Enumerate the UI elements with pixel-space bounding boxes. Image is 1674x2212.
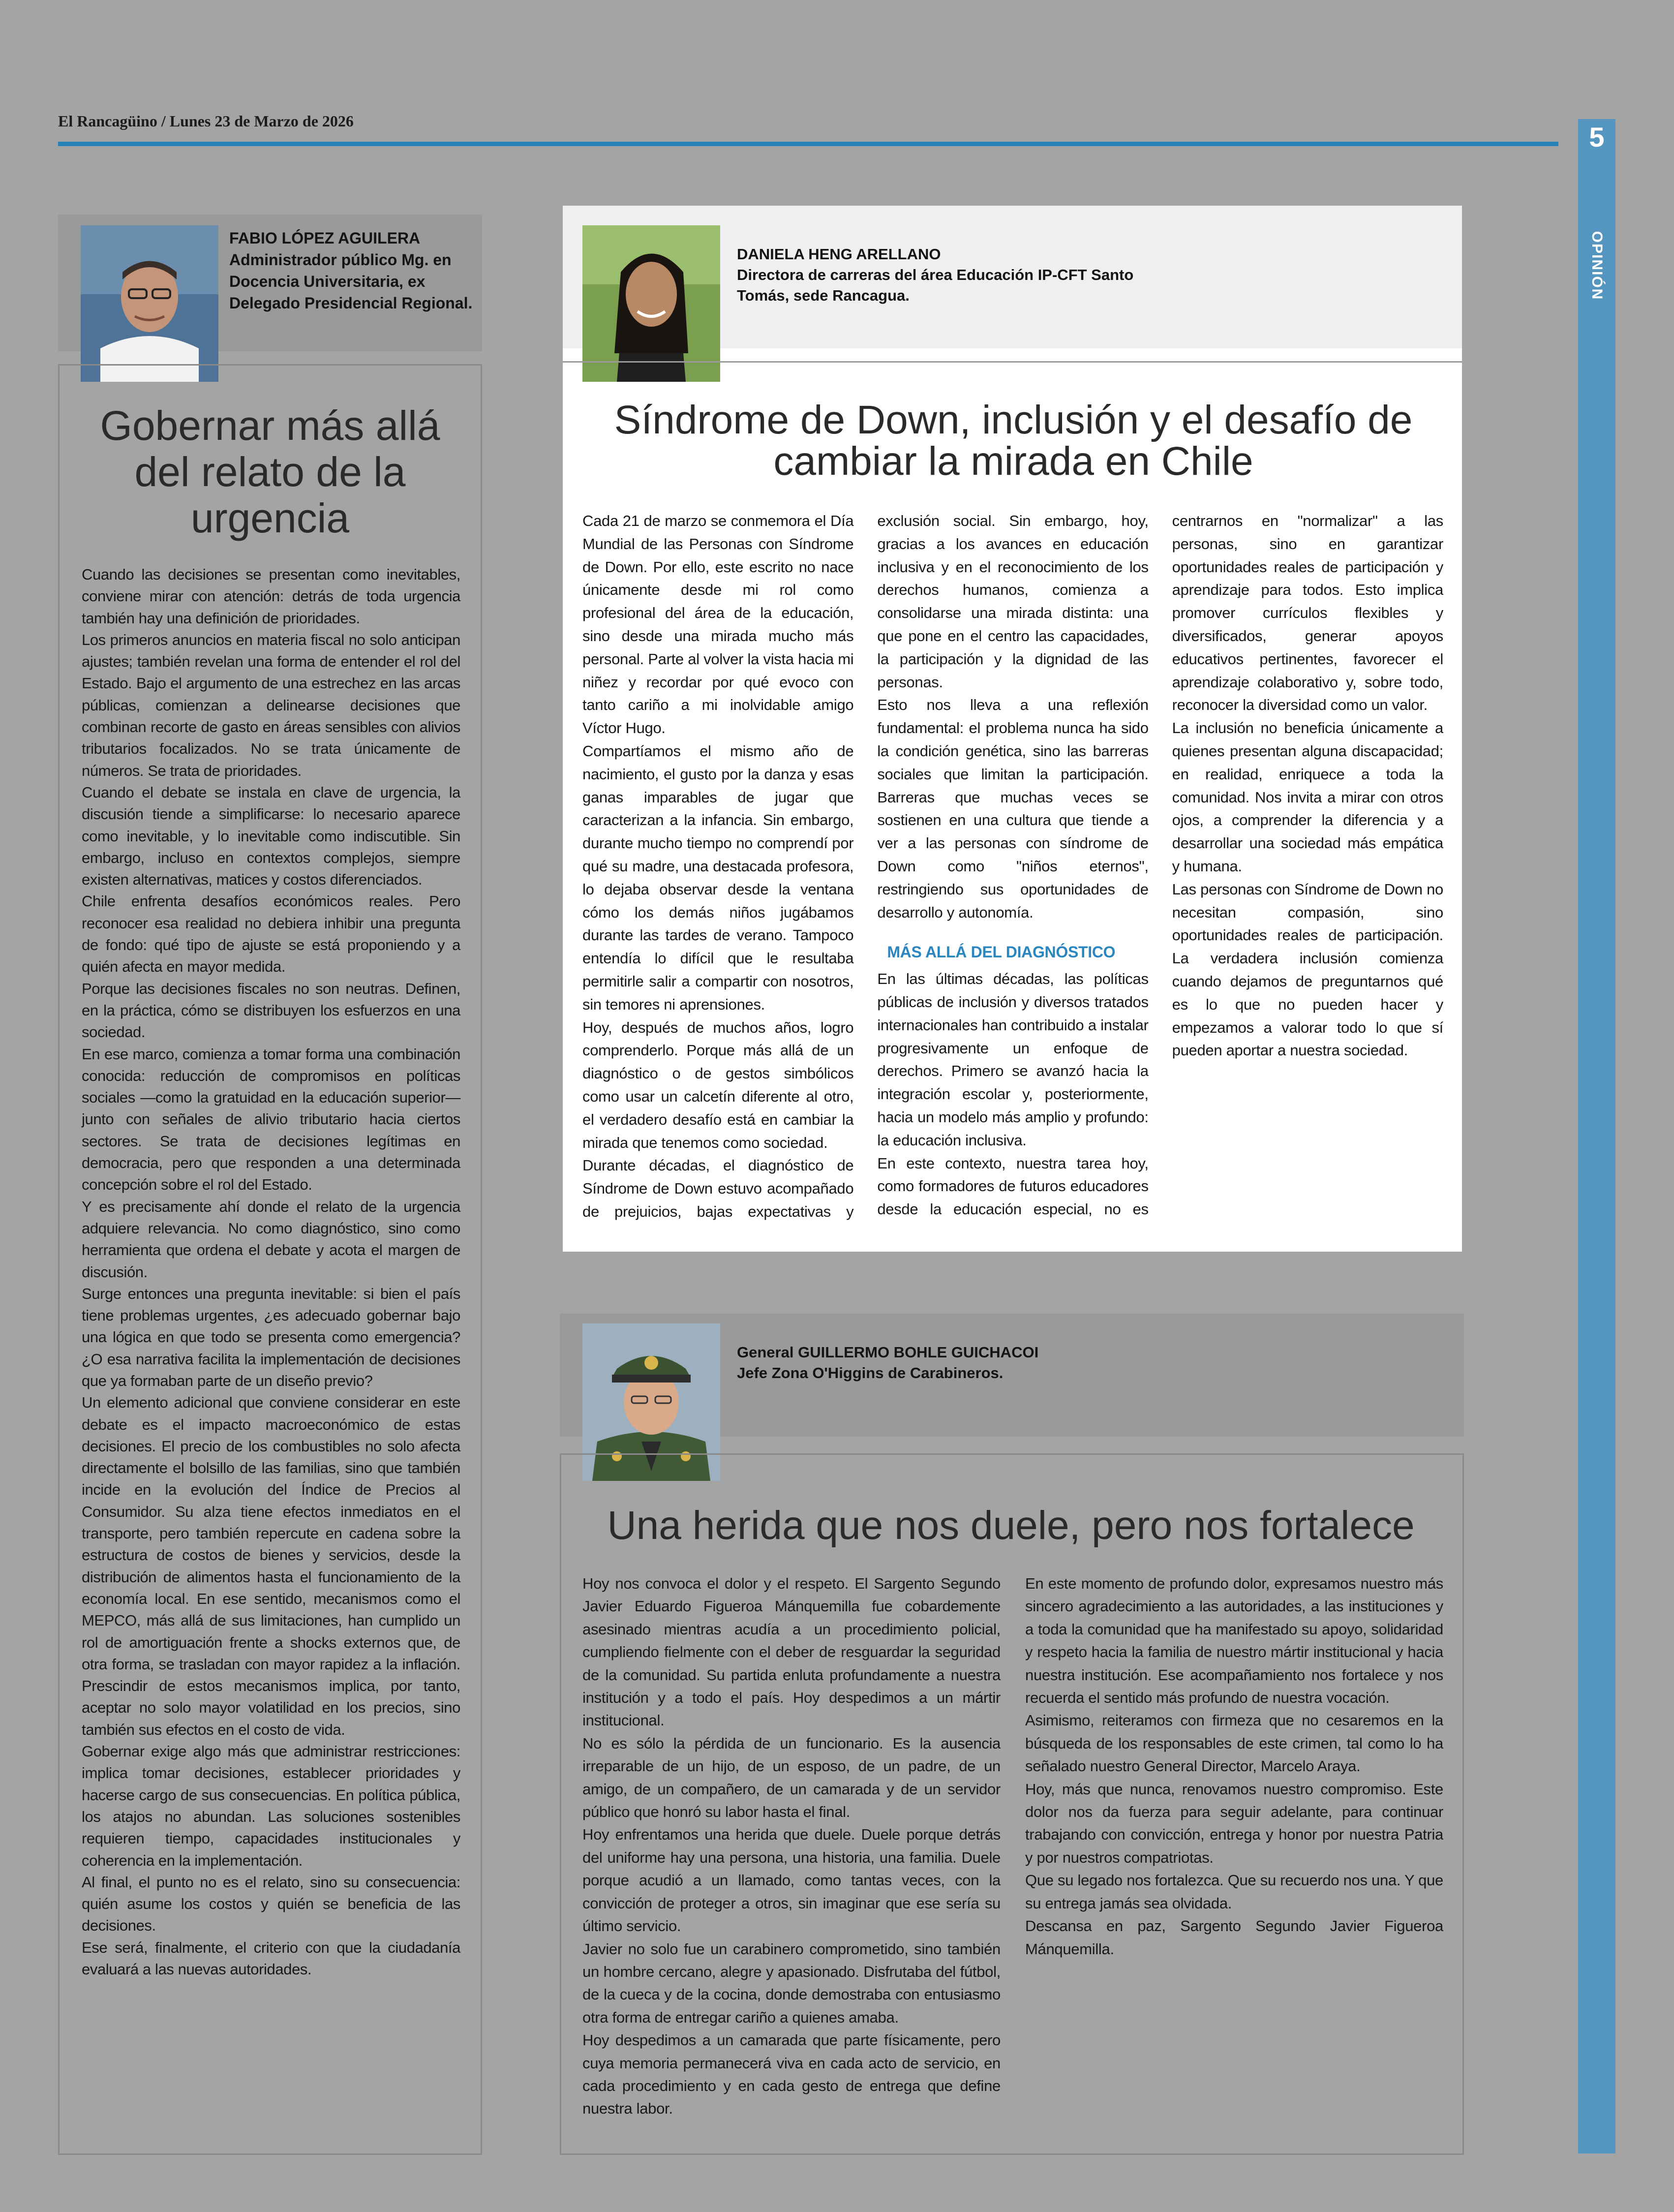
paragraph: No es sólo la pérdida de un funcionario. Es la ausencia irreparable de un hijo, de un esposo, de un padre, de un amigo, de un compañero, de un camarada y de un servidor público que honró su labor hasta el final. — [582, 1734, 1001, 1821]
paragraph: Cuando el debate se instala en clave de urgencia, la discusión tiende a simplificarse: lo necesario aparece como inevitable, y lo inevitable como indiscutible. Sin embargo, incluso en contextos complejos, siempre existen alternativas, matices y costos diferenciados. — [82, 783, 460, 889]
author-name-bottom-right-line — [737, 1342, 1180, 1363]
issue-date: Lunes 23 de Marzo de 2026 — [169, 112, 354, 130]
paragraph: Cuando las decisiones se presentan como inevitables, conviene mirar con atención: detrás de toda urgencia también hay una definición de prioridades. — [82, 566, 460, 627]
paragraph: La inclusión no beneficia únicamente a quienes presentan alguna discapacidad; en realidad, enriquece a toda la comunidad. Nos invita a mirar con otros ojos, a comprender la diferencia y a desarrollar una sociedad más empática y humana. — [1172, 719, 1443, 875]
paragraph: Cada 21 de marzo se conmemora el Día Mundial de las Personas con Síndrome de Down. Por ello, este escrito no nace únicamente desde mi rol como profesional del área de la educación, sino desde una mirada mucho más personal. Parte al volver la vista hacia mi niñez y recordar por qué evoco con tanto cariño a mi inolvidable amigo Víctor Hugo. — [582, 512, 854, 737]
paragraph: Hoy nos convoca el dolor y el respeto. El Sargento Segundo Javier Eduardo Figueroa Mánquemilla fue cobardemente asesinado mientras acudía a un procedimiento policial, cumpliendo fielmente con el deber de resguardar la seguridad de la comunidad. Su partida enluta profundamente a nuestra institución y a todo el país. Hoy despedimos a un mártir institucional. — [582, 1575, 1001, 1729]
author-role-bottom-right: Jefe Zona O'Higgins de Carabineros. — [737, 1364, 1004, 1382]
paragraph: Compartíamos el mismo año de nacimiento, el gusto por la danza y esas ganas imparables de jugar que caracterizan a la infancia. Sin embargo, durante mucho tiempo no comprendí por qué su madre, una destacada profesora, lo dejaba observar desde la ventana cómo los demás niños jugábamos durante las tardes de verano. Tampoco entendía lo difícil que le resultaba permitirle salir a compartir con nosotros, sin temores ni aprensiones. — [582, 742, 854, 1013]
paragraph: Hoy, después de muchos años, logro comprenderlo. Porque más allá de un diagnóstico o de gestos simbólicos como usar un calcetín diferente al otro, el verdadero desafío está en cambiar la mirada que tenemos como sociedad. — [582, 1018, 854, 1151]
author-info-top-right — [737, 244, 1140, 306]
paragraph: Esto nos lleva a una reflexión fundamental: el problema nunca ha sido la condición genética, sino las barreras sociales que limitan la participación. Barreras que muchas veces se sostienen en una cultura que tiende a ver a las personas con síndrome de Down como "niños eternos", restringiendo sus oportunidades de desarrollo y autonomía. — [877, 696, 1149, 921]
headline-top-right: Síndrome de Down, inclusión y el desafío de cambiar la mirada en Chile — [614, 398, 1413, 484]
paragraph: Las personas con Síndrome de Down no necesitan compasión, sino oportunidades reales de participación. La verdadera inclusión comienza cuando dejamos de preguntarnos qué es lo que no pueden hacer y empezamos a valorar todo lo que sí pueden aportar a nuestra sociedad. — [1172, 880, 1443, 1059]
author-portrait-left — [81, 225, 218, 382]
paragraph: Un elemento adicional que conviene considerar en este debate es el impacto macroeconómico de estas decisiones. El precio de los combustibles no solo afecta directamente el bolsillo de las familias, sino que también incide en la evolución del Índice de Precios al Consumidor. Su alza tiene efectos inmediatos en el transporte, pero también repercute en cadena sobre la estructura de costos de bienes y servicios, desde la distribución de alimentos hasta el funcionamiento de la economía local. En ese sentido, mecanismos como el MEPCO, más allá de sus limitaciones, han cumplido un rol de amortiguación frente a shocks externos que, de otra forma, se trasladan con mayor rapidez a la inflación. Prescindir de estos mecanismos implica, por tanto, aceptar no solo mayor volatilidad en los precios, sino también sus efectos en el costo de vida. — [82, 1394, 460, 1738]
body-left — [82, 564, 460, 1980]
masthead — [58, 112, 354, 130]
divider — [563, 361, 1462, 363]
paragraph: Descansa en paz, Sargento Segundo Javier Figueroa Mánquemilla. — [1025, 1917, 1443, 1958]
paragraph: En este contexto, nuestra tarea hoy, como formadores de futuros educadores desde la educación especial, no es centrarnos en "normalizar" a las personas, sino en garantizar oportunidades reales de participación y aprendizaje para todos. Esto implica promover currículos flexibles y diversificados, generar apoyos educativos pertinentes, favorecer el aprendizaje colaborativo y, sobre todo, reconocer la diversidad como un valor. — [877, 512, 1443, 1218]
paragraph: Porque las decisiones fiscales no son neutras. Definen, en la práctica, cómo se distribuyen los esfuerzos en una sociedad. — [82, 980, 460, 1041]
author-portrait-top-right — [582, 225, 720, 382]
paragraph: Chile enfrenta desafíos económicos reales. Pero reconocer esa realidad no debiera inhibir una pregunta de fondo: qué tipo de ajuste se está proponiendo y a quién afecta en mayor medida. — [82, 892, 460, 976]
body-top-right-text — [582, 510, 1443, 1228]
author-photo-left — [81, 225, 218, 382]
author-role-left: Administrador público Mg. en Docencia Universitaria, ex Delegado Presidencial Regional. — [229, 251, 473, 312]
paragraph: Hoy despedimos a un camarada que parte físicamente, pero cuya memoria permanecerá viva en cada acto de servicio, en cada procedimiento y en cada gesto de entrega que define nuestra labor. — [582, 2031, 1001, 2118]
section-label — [1588, 207, 1606, 325]
author-photo-top-right — [582, 225, 720, 382]
author-info-bottom-right — [737, 1342, 1180, 1383]
paragraph: Surge entonces una pregunta inevitable: si bien el país tiene problemas urgentes, ¿es adecuado gobernar bajo una lógica en que todo se presenta como emergencia? ¿O esa narrativa facilita la implementación de decisiones que ya formaban parte de un diseño previo? — [82, 1285, 460, 1389]
paragraph: Ese será, finalmente, el criterio con que la ciudadanía evaluará a las nuevas autoridades. — [82, 1938, 460, 1978]
page-number: 5 — [1589, 122, 1605, 153]
section-label-text: OPINIÓN — [1589, 231, 1605, 301]
paragraph: Javier no solo fue un carabinero comprometido, sino también un hombre cercano, alegre y apasionado. Disfrutaba del fútbol, de la cueca y de la cocina, donde demostraba con entusiasmo otra forma de entregar cariño a quienes amaba. — [582, 1940, 1001, 2026]
paragraph: Gobernar exige algo más que administrar restricciones: implica tomar decisiones, establecer prioridades y hacerse cargo de sus consecuencias. En política pública, los atajos no abundan. Las soluciones sostenibles requieren tiempo, capacidades institucionales y coherencia en la implementación. — [82, 1743, 460, 1869]
body-bottom-right — [582, 1572, 1443, 2133]
newspaper-name: El Rancagüino — [58, 112, 157, 130]
paragraph: Hoy enfrentamos una herida que duele. Duele porque detrás del uniforme hay una persona, una historia, una familia. Duele porque acudió a un llamado, como tantas veces, con la convicción de proteger a otros, sin imaginar que ese sería su último servicio. — [582, 1826, 1001, 1935]
author-name-left: FABIO LÓPEZ AGUILERA — [229, 229, 421, 247]
author-info-left — [229, 227, 475, 314]
body-top-right — [582, 510, 1443, 1228]
header-rule — [58, 142, 1558, 146]
author-rank: General — [737, 1344, 794, 1361]
paragraph: Durante décadas, el diagnóstico de Síndrome de Down estuvo acompañado de prejuicios, bajas expectativas y exclusión social. Sin embargo, hoy, gracias a los avances en educación inclusiva y en el reconocimiento de los derechos humanos, comienza a consolidarse una mirada distinta: una que pone en el centro las capacidades, la participación y la dignidad de las personas. — [582, 512, 1149, 1220]
paragraph: Asimismo, reiteramos con firmeza que no cesaremos en la búsqueda de los responsables de este crimen, tal como lo ha señalado nuestro General Director, Marcelo Araya. — [1025, 1712, 1443, 1775]
author-name-bottom-right: GUILLERMO BOHLE GUICHACOI — [798, 1344, 1039, 1361]
masthead-separator: / — [161, 112, 166, 130]
paragraph: En las últimas décadas, las políticas públicas de inclusión y diversos tratados internacionales han contribuido a instalar progresivamente un enfoque de derechos. Primero se avanzó hacia la integración escolar y, posteriormente, hacia un modelo más amplio y profundo: la educación inclusiva. — [877, 970, 1149, 1149]
author-name-top-right: DANIELA HENG ARELLANO — [737, 246, 941, 263]
section-strip — [1578, 119, 1615, 2153]
paragraph: Al final, el punto no es el relato, sino su consecuencia: quién asume los costos y quién se beneficia de las decisiones. — [82, 1873, 460, 1935]
paragraph: Que su legado nos fortalezca. Que su recuerdo nos una. Y que su entrega jamás sea olvidada. — [1025, 1872, 1443, 1912]
paragraph: En ese marco, comienza a tomar forma una combinación conocida: reducción de compromisos en políticas sociales —como la gratuidad en la educación superior— junto con señales de alivio tributario hacia ciertos sectores. Se trata de decisiones legítimas en democracia, pero que responden a una determinada concepción sobre el rol del Estado. — [82, 1045, 460, 1194]
author-role-top-right: Directora de carreras del área Educación IP-CFT Santo Tomás, sede Rancagua. — [737, 266, 1134, 304]
paragraph: Y es precisamente ahí donde el relato de la urgencia adquiere relevancia. No como diagnóstico, sino como herramienta que ordena el debate y acota el margen de discusión. — [82, 1198, 460, 1281]
paragraph: Los primeros anuncios en materia fiscal no solo anticipan ajustes; también revelan una forma de entender el rol del Estado. Bajo el argumento de una estrechez en las arcas públicas, comienzan a delinearse decisiones que combinan recorte de gasto en áreas sensibles con alivios tributarios focalizados. No se trata únicamente de números. Se trata de prioridades. — [82, 631, 460, 779]
paragraph: En este momento de profundo dolor, expresamos nuestro más sincero agradecimiento a las autoridades, a las instituciones y a toda la comunidad que ha manifestado su apoyo, solidaridad y respeto hacia la familia de nuestro mártir institucional y hacia nuestra institución. Ese acompañamiento nos fortalece y nos recuerda el sentido más profundo de nuestra vocación. — [1025, 1575, 1443, 1707]
body-bottom-right-text — [582, 1572, 1443, 2133]
paragraph: Hoy, más que nunca, renovamos nuestro compromiso. Este dolor nos da fuerza para seguir adelante, para continuar trabajando con convicción, entrega y honor por nuestra Patria y por nuestros compatriotas. — [1025, 1780, 1443, 1866]
headline-bottom-right: Una herida que nos duele, pero nos fortalece — [607, 1503, 1415, 1548]
subhead: MÁS ALLÁ DEL DIAGNÓSTICO — [887, 943, 1116, 961]
headline-left: Gobernar más allá del relato de la urgencia — [100, 402, 440, 541]
